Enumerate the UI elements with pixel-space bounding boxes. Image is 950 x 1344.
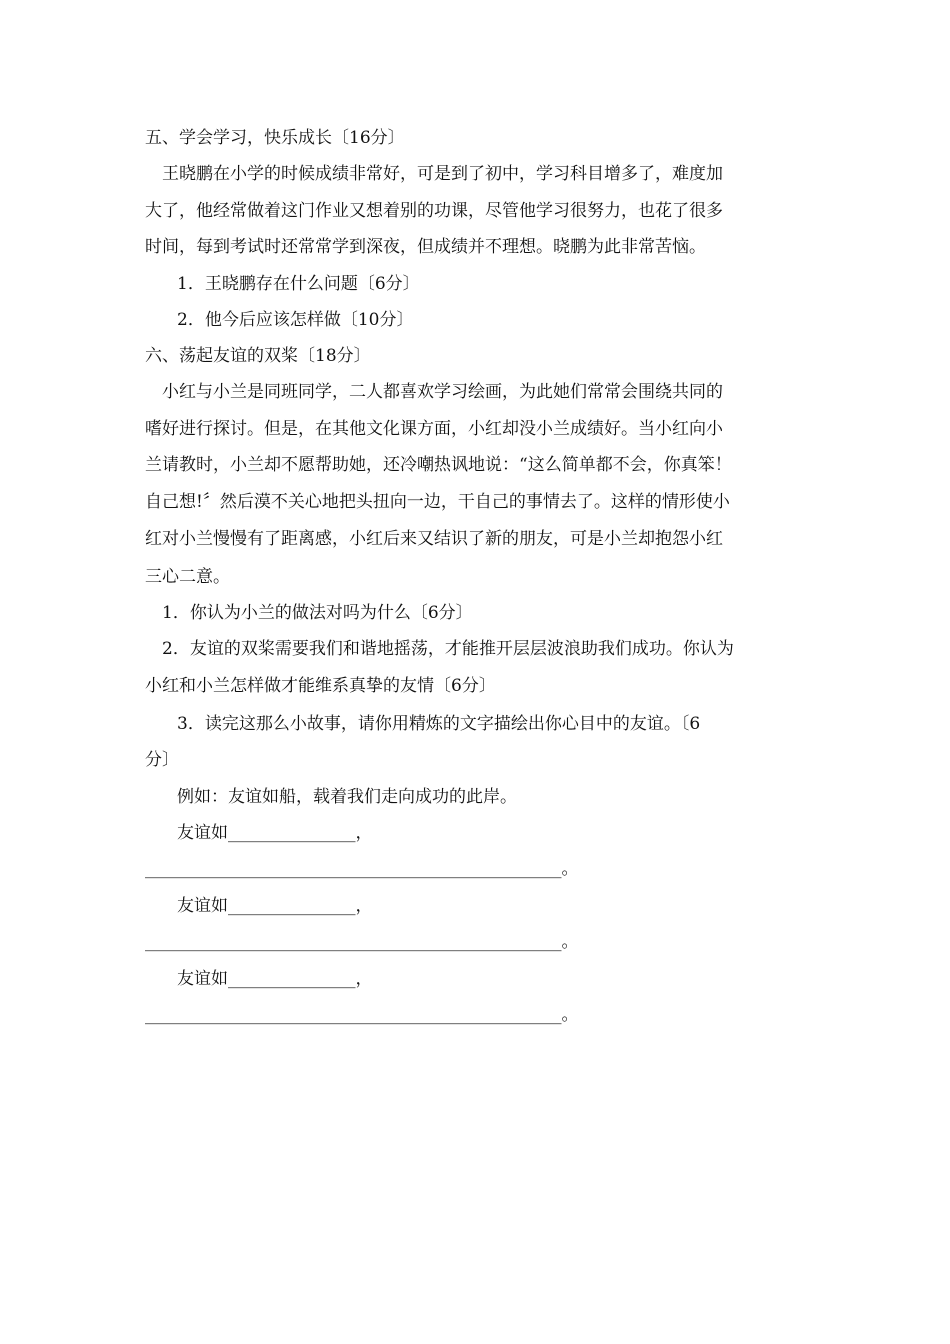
section-6-passage-line-2: 嗜好进行探讨。但是，在其他文化课方面，小红却没小兰成绩好。当小红向小 bbox=[145, 419, 723, 439]
section-5-passage-line-3: 时间，每到考试时还常常学到深夜，但成绩并不理想。晓鹏为此非常苦恼。 bbox=[145, 237, 706, 257]
fill-in-blank-line-3[interactable]: _________________________________________________。 bbox=[145, 1005, 579, 1025]
section-6-heading: 六、荡起友谊的双桨〔18分〕 bbox=[145, 346, 371, 366]
section-5-passage-line-2: 大了，他经常做着这门作业又想着别的功课，尽管他学习很努力，也花了很多 bbox=[145, 201, 723, 221]
section-6-passage-line-6: 三心二意。 bbox=[145, 567, 230, 587]
fill-in-blank-line-1[interactable]: _________________________________________________。 bbox=[145, 859, 579, 879]
section-6-passage-line-5: 红对小兰慢慢有了距离感，小红后来又结识了新的朋友，可是小兰却抱怨小红 bbox=[145, 529, 723, 549]
section-6-passage-line-4: 自己想!〞然后漠不关心地把头扭向一边，干自己的事情去了。这样的情形使小 bbox=[145, 492, 730, 512]
section-6-passage-line-3: 兰请教时，小兰却不愿帮助她，还冷嘲热讽地说：“这么简单都不会，你真笨！ bbox=[145, 455, 732, 475]
fill-in-blank-prefix-2[interactable]: 友谊如_______________， bbox=[177, 896, 373, 916]
section-6-passage-line-1: 小红与小兰是同班同学，二人都喜欢学习绘画，为此她们常常会围绕共同的 bbox=[162, 382, 723, 402]
fill-in-blank-prefix-3[interactable]: 友谊如_______________， bbox=[177, 969, 373, 989]
section-5-question-2: 2．他今后应该怎样做〔10分〕 bbox=[177, 310, 414, 330]
section-6-question-2-line-2: 小红和小兰怎样做才能维系真挚的友情〔6分〕 bbox=[145, 676, 496, 696]
section-5-passage-line-1: 王晓鹏在小学的时候成绩非常好，可是到了初中，学习科目增多了，难度加 bbox=[162, 164, 723, 184]
section-6-question-1: 1．你认为小兰的做法对吗为什么〔6分〕 bbox=[162, 603, 473, 623]
example-sentence: 例如：友谊如船，载着我们走向成功的此岸。 bbox=[177, 787, 517, 807]
fill-in-blank-line-2[interactable]: _________________________________________________。 bbox=[145, 932, 579, 952]
section-6-question-3-line-2: 分〕 bbox=[145, 750, 179, 770]
section-5-question-1: 1．王晓鹏存在什么问题〔6分〕 bbox=[177, 274, 420, 294]
section-6-question-2-line-1: 2．友谊的双桨需要我们和谐地摇荡，才能推开层层波浪助我们成功。你认为 bbox=[162, 639, 734, 659]
section-5-heading: 五、学会学习，快乐成长〔16分〕 bbox=[145, 128, 405, 148]
section-6-question-3-line-1: 3．读完这那么小故事，请你用精炼的文字描绘出你心目中的友谊。〔6 bbox=[177, 714, 701, 734]
fill-in-blank-prefix-1[interactable]: 友谊如_______________， bbox=[177, 823, 373, 843]
